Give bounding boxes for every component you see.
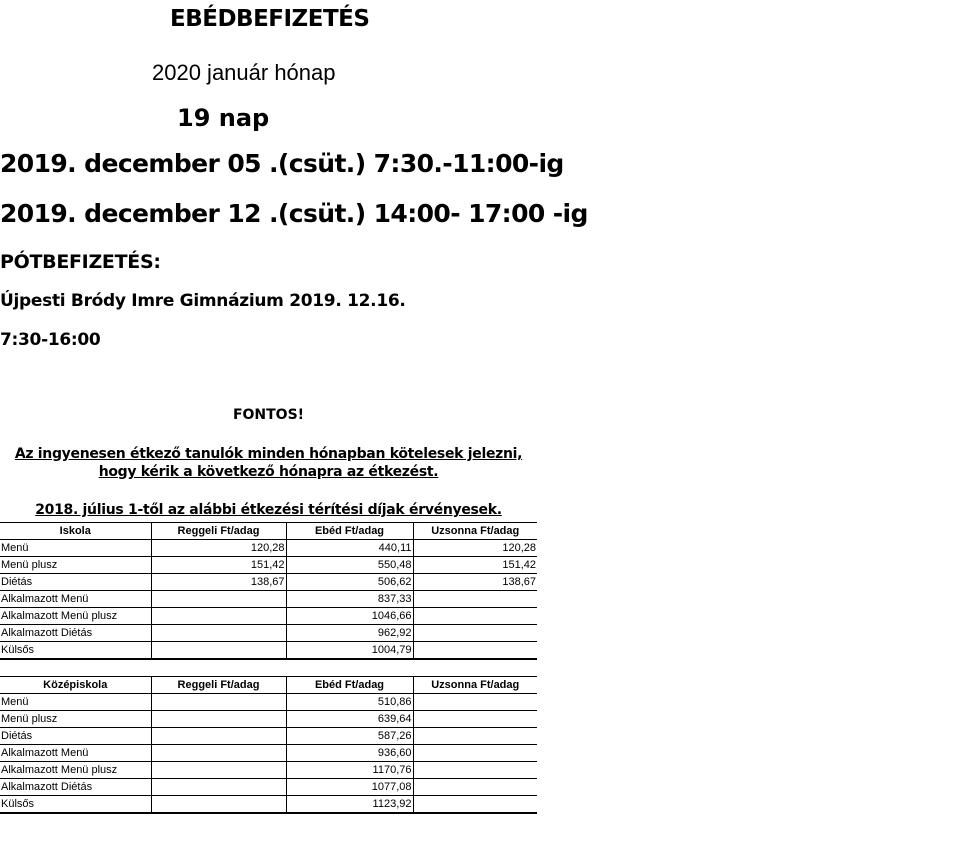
price-cell: 120,28 — [151, 540, 286, 557]
notice-text: Az ingyenesen étkező tanulók minden hónapban kötelesek jelezni, hogy kérik a következő hónapra az étkezést. — [14, 446, 523, 480]
price-cell — [413, 779, 537, 796]
price-cell — [151, 745, 286, 762]
table-row — [0, 642, 537, 660]
row-label-cell: Külsős — [0, 642, 151, 660]
table-row — [0, 574, 537, 591]
column-header: Ebéd Ft/adag — [286, 677, 413, 694]
table-header-row — [0, 677, 537, 694]
extra-payment-heading: PÓTBEFIZETÉS: — [0, 251, 161, 273]
price-cell: 1170,76 — [286, 762, 413, 779]
row-label-cell: Alkalmazott Menü plusz — [0, 762, 151, 779]
price-cell: 837,33 — [286, 591, 413, 608]
table-row — [0, 625, 537, 642]
table-row — [0, 728, 537, 745]
table-row — [0, 779, 537, 796]
column-header: Középiskola — [0, 677, 151, 694]
row-label-cell: Diétás — [0, 574, 151, 591]
table-row — [0, 694, 537, 711]
price-cell: 440,11 — [286, 540, 413, 557]
price-cell — [413, 694, 537, 711]
row-label-cell: Menü — [0, 540, 151, 557]
row-label-cell: Külsős — [0, 796, 151, 814]
row-label-cell: Alkalmazott Diétás — [0, 625, 151, 642]
column-header: Uzsonna Ft/adag — [413, 523, 537, 540]
price-cell — [413, 625, 537, 642]
price-cell — [151, 728, 286, 745]
price-cell — [413, 762, 537, 779]
row-label-cell: Alkalmazott Menü — [0, 745, 151, 762]
price-cell — [151, 762, 286, 779]
price-cell: 138,67 — [151, 574, 286, 591]
price-cell — [151, 591, 286, 608]
important-heading: FONTOS! — [232, 407, 305, 423]
secondary-fee-table — [0, 676, 537, 814]
table-row — [0, 711, 537, 728]
price-cell — [151, 796, 286, 814]
row-label-cell: Alkalmazott Menü plusz — [0, 608, 151, 625]
price-cell — [413, 796, 537, 814]
table-row — [0, 540, 537, 557]
extra-payment-time: 7:30-16:00 — [0, 330, 101, 350]
price-cell: 639,64 — [286, 711, 413, 728]
table-row — [0, 762, 537, 779]
price-cell: 151,42 — [413, 557, 537, 574]
price-cell — [413, 608, 537, 625]
price-cell: 151,42 — [151, 557, 286, 574]
price-cell — [413, 591, 537, 608]
school-fee-table — [0, 522, 537, 660]
table-row — [0, 557, 537, 574]
price-cell — [151, 694, 286, 711]
row-label-cell: Alkalmazott Menü — [0, 591, 151, 608]
table-row — [0, 608, 537, 625]
price-cell — [413, 745, 537, 762]
price-cell: 1004,79 — [286, 642, 413, 660]
price-cell — [151, 625, 286, 642]
schedule-line-2: 2019. december 12 .(csüt.) 14:00- 17:00 -ig — [0, 199, 588, 228]
price-cell: 1077,08 — [286, 779, 413, 796]
row-label-cell: Menü plusz — [0, 557, 151, 574]
row-label-cell: Menü — [0, 694, 151, 711]
price-cell: 550,48 — [286, 557, 413, 574]
price-cell: 510,86 — [286, 694, 413, 711]
fee-heading: 2018. július 1-től az alábbi étkezési térítési díjak érvényesek. — [35, 502, 502, 518]
price-cell — [151, 779, 286, 796]
price-cell: 1046,66 — [286, 608, 413, 625]
price-cell: 962,92 — [286, 625, 413, 642]
month-label: 2020 január hónap — [152, 60, 336, 85]
price-cell: 936,60 — [286, 745, 413, 762]
column-header: Uzsonna Ft/adag — [413, 677, 537, 694]
schedule-line-1: 2019. december 05 .(csüt.) 7:30.-11:00-ig — [0, 149, 564, 178]
price-cell: 506,62 — [286, 574, 413, 591]
table-row — [0, 591, 537, 608]
price-cell — [151, 711, 286, 728]
extra-payment-place: Újpesti Bródy Imre Gimnázium 2019. 12.16. — [0, 291, 406, 311]
price-cell — [413, 711, 537, 728]
price-cell — [151, 608, 286, 625]
page-title: EBÉDBEFIZETÉS — [170, 6, 370, 32]
column-header: Ebéd Ft/adag — [286, 523, 413, 540]
row-label-cell: Menü plusz — [0, 711, 151, 728]
days-count: 19 nap — [177, 104, 270, 132]
column-header: Reggeli Ft/adag — [151, 523, 286, 540]
row-label-cell: Diétás — [0, 728, 151, 745]
column-header: Iskola — [0, 523, 151, 540]
price-cell — [413, 728, 537, 745]
price-cell — [413, 642, 537, 660]
price-cell — [151, 642, 286, 660]
price-cell: 1123,92 — [286, 796, 413, 814]
table-row — [0, 796, 537, 814]
column-header: Reggeli Ft/adag — [151, 677, 286, 694]
table-header-row — [0, 523, 537, 540]
price-cell: 587,26 — [286, 728, 413, 745]
table-row — [0, 745, 537, 762]
row-label-cell: Alkalmazott Diétás — [0, 779, 151, 796]
price-cell: 138,67 — [413, 574, 537, 591]
price-cell: 120,28 — [413, 540, 537, 557]
